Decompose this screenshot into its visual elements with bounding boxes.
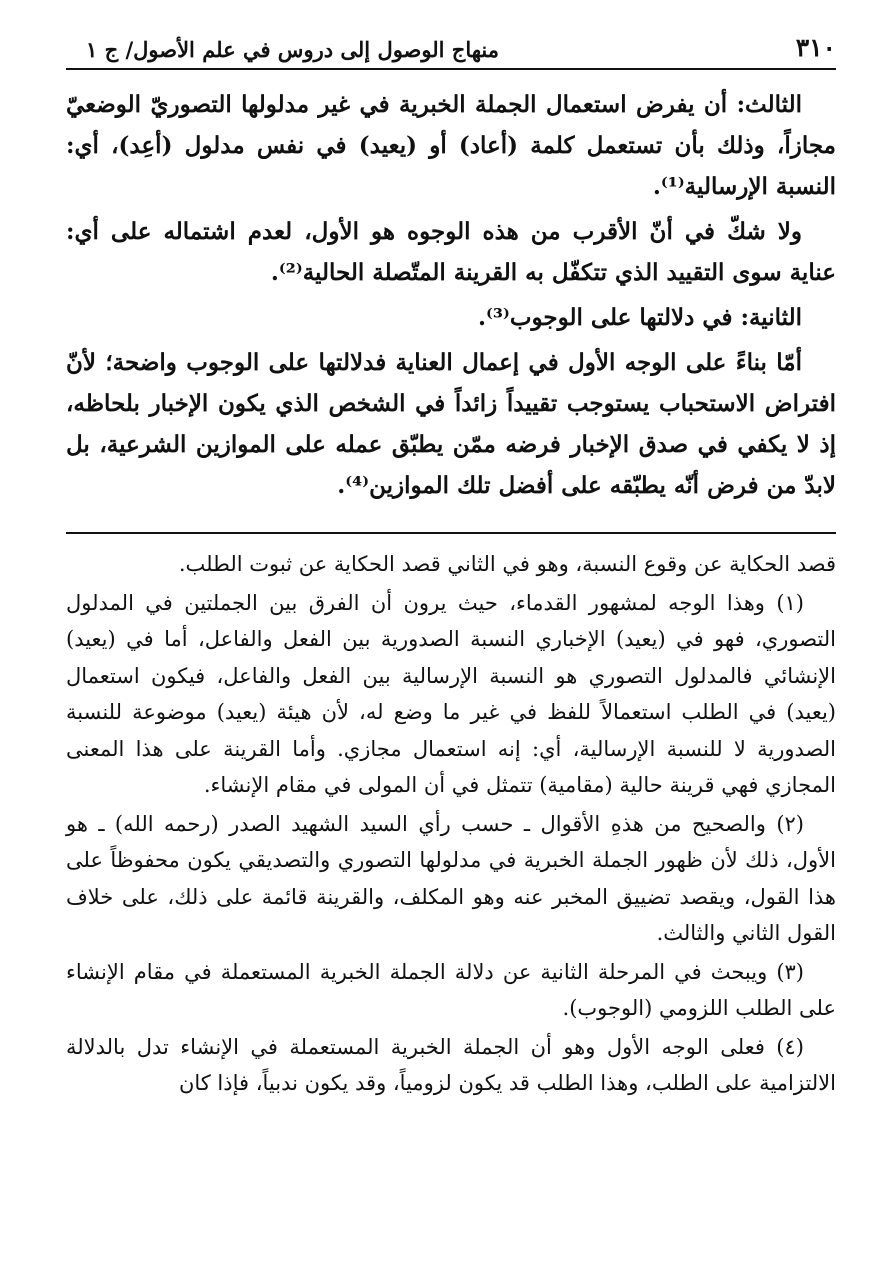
footnote-continuation: قصد الحكاية عن وقوع النسبة، وهو في الثاني قصد الحكاية عن ثبوت الطلب. — [178, 552, 836, 576]
page-header — [66, 22, 836, 62]
paragraph-conclusion: ولا شكّ في أنّ الأقرب من هذه الوجوه هو الأول، لعدم اشتماله على أي: عناية سوى التقييد الذي تتكفّل به القرينة المتّصلة الحالية⁽²⁾. — [66, 218, 836, 286]
paragraph-second-stage: الثانية: في دلالتها على الوجوب⁽³⁾. — [478, 304, 802, 331]
page-number: ٣١٠ — [795, 33, 836, 62]
running-title: منهاج الوصول إلى دروس في علم الأصول/ ج ١ — [86, 37, 499, 62]
footnote-4: (٤) فعلى الوجه الأول وهو أن الجملة الخبرية المستعملة في الإنشاء تدل بالدلالة الالتزامية على الطلب، وهذا الطلب قد يكون لزومياً، وقد يكون ندبياً، فإذا كان — [66, 1034, 836, 1095]
header-rule — [66, 68, 836, 70]
footnote-3: (٣) ويبحث في المرحلة الثانية عن دلالة الجملة الخبرية المستعملة في مقام الإنشاء على الطلب اللزومي (الوجوب). — [66, 959, 836, 1020]
book-page — [66, 0, 836, 1284]
footnote-1: (١) وهذا الوجه لمشهور القدماء، حيث يرون أن الفرق بين الجملتين في المدلول التصوري، فهو في (يعيد) الإخباري النسبة الصدورية بين الفعل والفاعل، أما في (يعيد) الإنشائي فالمدلول التصوري هو النسبة الإرسالية بين الفعل والفاعل، فيكون استعمال (يعيد) في الطلب استعمالاً للفظ في غير ما وضع له، لأن هيئة (يعيد) موضوعة للنسبة الصدورية لا للنسبة الإرسالية، أي: إنه استعمال مجازي. وأما القرينة على هذا المعنى المجازي فهي قرينة حالية (مقامية) تتمثل في أن المولى في مقام الإنشاء. — [66, 590, 836, 797]
footnote-2: (٢) والصحيح من هذهِ الأقوال ـ حسب رأي السيد الشهيد الصدر (رحمه الله) ـ هو الأول، ذلك لأن ظهور الجملة الخبرية في مدلولها التصوري والتصديقي يكون محفوظاً على هذا القول، ويقصد تضييق المخبر عنه وهو المكلف، والقرينة قائمة على ذلك، على خلاف القول الثاني والثالث. — [66, 811, 836, 945]
paragraph-obligation: أمّا بناءً على الوجه الأول في إعمال العناية فدلالتها على الوجوب واضحة؛ لأنّ افتراض الاستحباب يستوجب تقييداً زائداً في الشخص الذي يكون الإخبار بلحاظه، إذ لا يكفي في صدق الإخبار فرضه ممّن يطبّق عمله على الموازين الشرعية، بل لابدّ من فرض أنّه يطبّقه على أفضل تلك الموازين⁽⁴⁾. — [66, 349, 836, 499]
footnotes — [66, 546, 836, 1104]
paragraph-third-view: الثالث: أن يفرض استعمال الجملة الخبرية في غير مدلولها التصوريّ الوضعيّ مجازاً، وذلك بأن تستعمل كلمة (أعاد) أو (يعيد) في نفس مدلول (أعِد)، أي: النسبة الإرسالية⁽¹⁾. — [66, 91, 836, 200]
main-text — [66, 84, 836, 510]
footnote-separator — [66, 532, 836, 534]
